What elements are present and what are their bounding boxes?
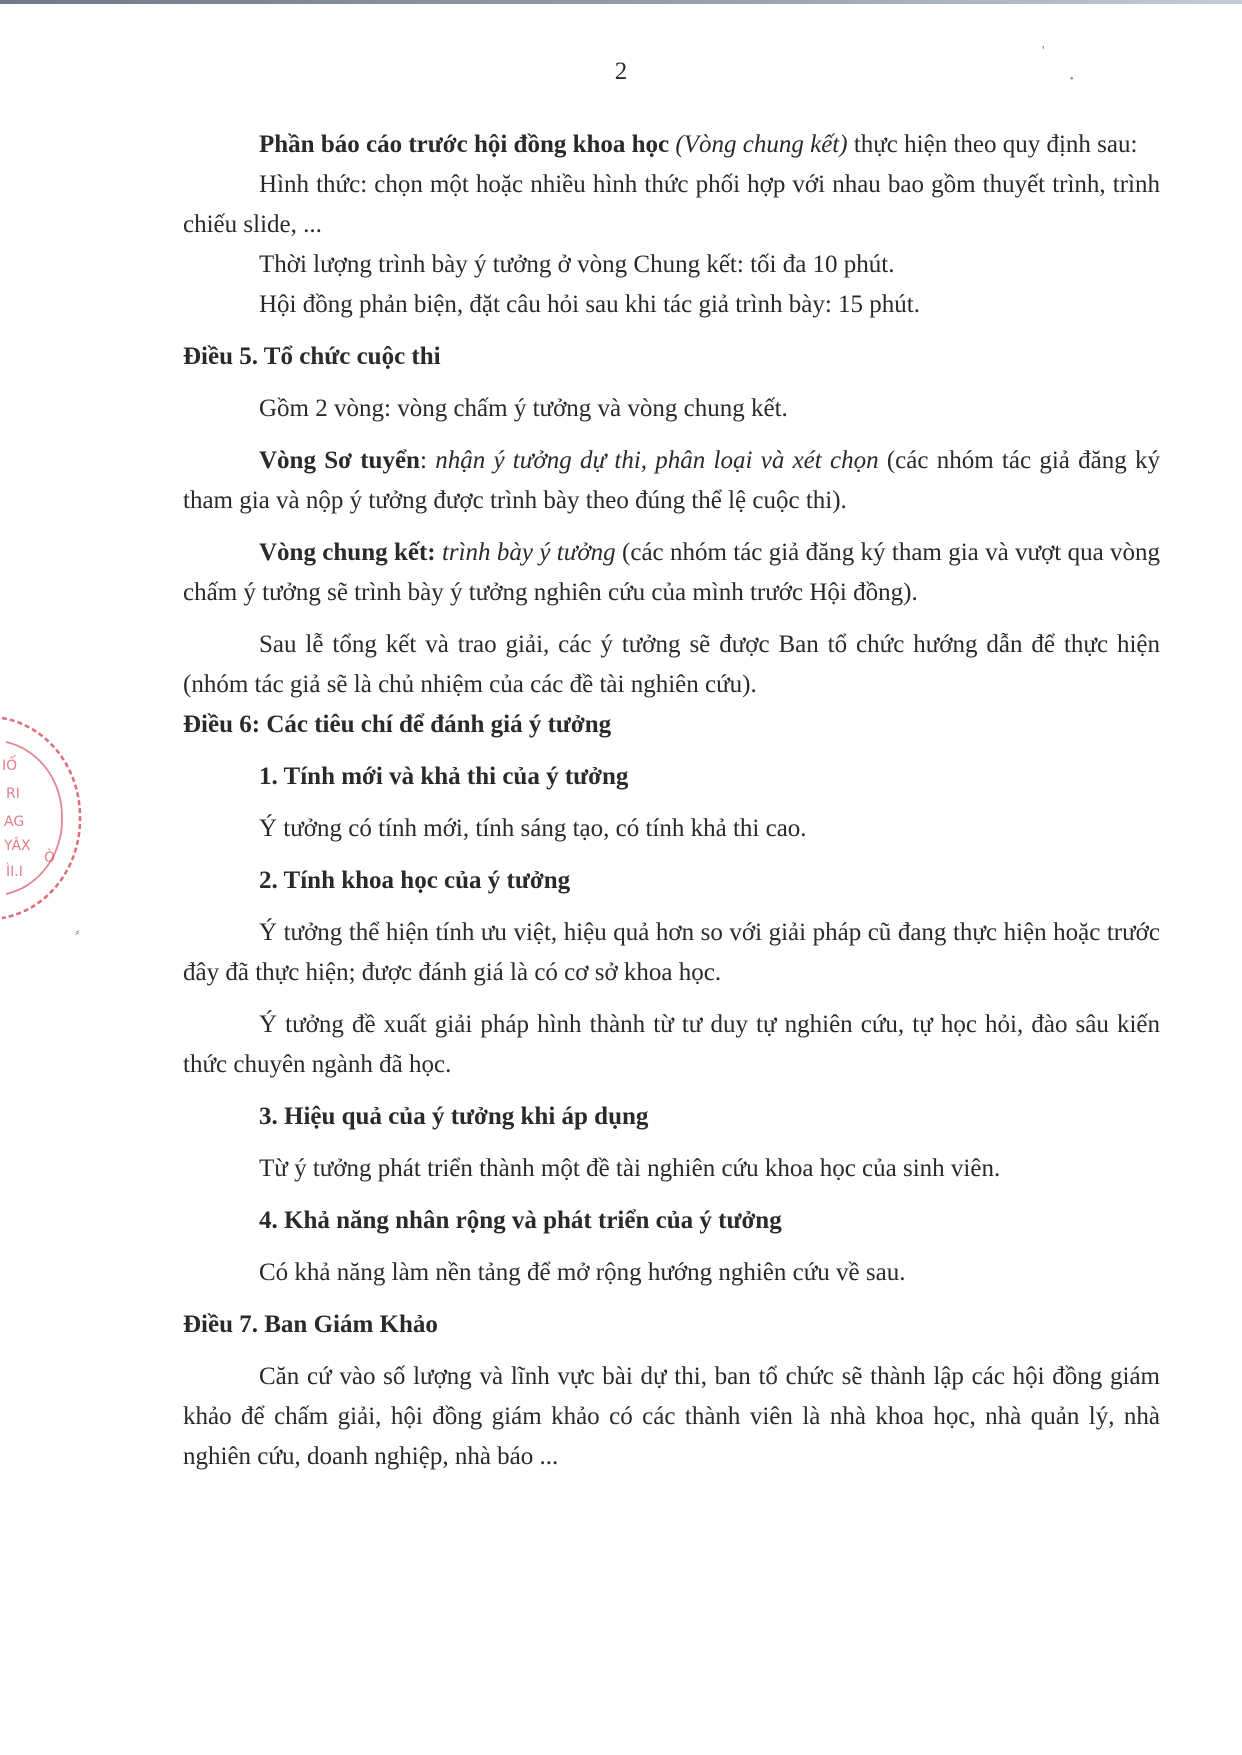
paragraph-text: thực hiện theo quy định sau: — [853, 131, 1138, 158]
criterion-2-text-2: Ý tưởng đề xuất giải pháp hình thành từ tư duy tự nghiên cứu, tự học hỏi, đào sâu kiến thức chuyên ngành đã học. — [183, 1011, 1160, 1078]
paragraph-after-awards: Sau lễ tổng kết và trao giải, các ý tưởng sẽ được Ban tổ chức hướng dẫn để thực hiện (nhóm tác giả sẽ là chủ nhiệm của các đề tài nghiên cứu). — [183, 631, 1160, 698]
scan-top-edge — [0, 0, 1242, 4]
stamp-text-fragment: ÌI.I — [6, 864, 23, 880]
paragraph-text: (các nhóm tác giả đăng ký tham gia và vượt qua vòng chấm ý tưởng sẽ trình bày ý tưởng nghiên cứu của mình trước Hội đồng). — [183, 539, 1161, 606]
italic-phrase: (Vòng chung kết) — [675, 131, 848, 158]
red-seal-stamp — [0, 712, 95, 924]
article-5-heading: Điều 5. Tổ chức cuộc thi — [183, 343, 441, 370]
run-in-heading: Phần báo cáo trước hội đồng khoa học — [259, 131, 670, 158]
stamp-text-fragment: Ò — [44, 850, 56, 866]
stamp-text-fragment: IỐ — [2, 758, 18, 774]
criterion-2-heading: 2. Tính khoa học của ý tưởng — [259, 867, 571, 894]
scan-speck: ' — [1042, 44, 1045, 59]
paragraph-rounds: Gồm 2 vòng: vòng chấm ý tưởng và vòng chung kết. — [259, 395, 788, 422]
article-7-heading: Điều 7. Ban Giám Khảo — [183, 1311, 438, 1338]
run-in-heading: Vòng Sơ tuyển — [259, 447, 420, 474]
scan-speck: ⸗ — [75, 925, 80, 940]
paragraph-qa: Hội đồng phản biện, đặt câu hỏi sau khi tác giả trình bày: 15 phút. — [259, 291, 920, 318]
criterion-1-text: Ý tưởng có tính mới, tính sáng tạo, có tính khả thi cao. — [259, 815, 807, 842]
colon: : — [419, 447, 427, 474]
italic-phrase: trình bày ý tưởng — [441, 539, 616, 566]
paragraph-final-round — [183, 533, 1160, 613]
paragraph-text: (các nhóm tác giả đăng ký tham gia và nộp ý tưởng được trình bày theo đúng thể lệ cuộc thi). — [183, 447, 1160, 514]
run-in-heading: Vòng chung kết: — [259, 539, 436, 566]
paragraph-preliminary-round — [183, 441, 1160, 521]
criterion-1-heading: 1. Tính mới và khả thi của ý tưởng — [259, 763, 629, 790]
criterion-4-text: Có khả năng làm nền tảng để mở rộng hướng nghiên cứu về sau. — [259, 1259, 906, 1286]
criterion-3-text: Từ ý tưởng phát triển thành một đề tài nghiên cứu khoa học của sinh viên. — [259, 1155, 1001, 1182]
paragraph-finals-report — [183, 125, 1160, 165]
scan-speck: • — [1070, 74, 1074, 85]
paragraph-duration: Thời lượng trình bày ý tưởng ở vòng Chung kết: tối đa 10 phút. — [259, 251, 895, 278]
stamp-text-fragment: YÂX — [4, 838, 31, 854]
paragraph-judging-panel: Căn cứ vào số lượng và lĩnh vực bài dự thi, ban tổ chức sẽ thành lập các hội đồng giám khảo để chấm giải, hội đồng giám khảo có các thành viên là nhà khoa học, nhà quản lý, nhà nghiên cứu, doanh nghiệp, nhà báo ... — [183, 1363, 1160, 1470]
stamp-text-fragment: AG — [4, 814, 25, 830]
article-6-heading: Điều 6: Các tiêu chí để đánh giá ý tưởng — [183, 711, 612, 738]
document-body — [183, 125, 1160, 1477]
criterion-3-heading: 3. Hiệu quả của ý tưởng khi áp dụng — [259, 1103, 649, 1130]
paragraph-format: Hình thức: chọn một hoặc nhiều hình thức phối hợp với nhau bao gồm thuyết trình, trình chiếu slide, ... — [183, 171, 1160, 238]
italic-phrase: nhận ý tưởng dự thi, phân loại và xét chọn — [435, 447, 879, 474]
stamp-text-fragment: RI — [6, 786, 20, 802]
criterion-2-text-1: Ý tưởng thể hiện tính ưu việt, hiệu quả hơn so với giải pháp cũ đang thực hiện hoặc trước đây đã thực hiện; được đánh giá là có cơ sở khoa học. — [183, 919, 1160, 986]
page-number: 2 — [614, 58, 628, 85]
criterion-4-heading: 4. Khả năng nhân rộng và phát triển của ý tưởng — [259, 1207, 782, 1234]
